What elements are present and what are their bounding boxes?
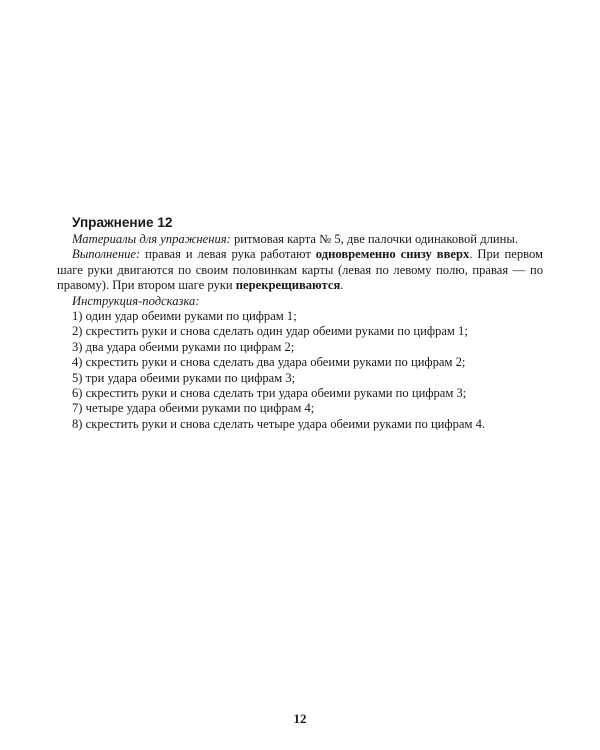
instruction-steps-list bbox=[57, 309, 543, 432]
instruction-step: 5) три удара обеими руками по цифрам 3; bbox=[72, 370, 296, 385]
exercise-section bbox=[57, 214, 543, 432]
materials-text: ритмовая карта № 5, две палочки одинаковой длины. bbox=[230, 232, 518, 246]
instruction-step: 1) один удар обеими руками по цифрам 1; bbox=[72, 309, 297, 324]
materials-label: Материалы для упражнения: bbox=[72, 232, 231, 246]
exercise-title: Упражнение 12 bbox=[72, 215, 173, 230]
instruction-step: 8) скрестить руки и снова сделать четыре удара обеими руками по цифрам 4. bbox=[72, 416, 486, 431]
execution-text-before: правая и левая рука работают bbox=[140, 247, 316, 262]
materials-paragraph bbox=[57, 232, 543, 247]
execution-bold-cross: перекрещиваются bbox=[235, 278, 341, 293]
instruction-step: 2) скрестить руки и снова сделать один удар обеими руками по цифрам 1; bbox=[72, 324, 468, 339]
execution-paragraph bbox=[57, 247, 543, 293]
execution-text-after: . bbox=[340, 278, 344, 293]
instruction-step: 7) четыре удара обеими руками по цифрам 4; bbox=[72, 401, 315, 416]
execution-text-middle: . При первом шаге руки двигаются по своим половинкам карты (левая по левому полю, правая — по правому). При втором шаге руки bbox=[57, 247, 544, 293]
instruction-label: Инструкция-подсказка: bbox=[72, 293, 200, 308]
instruction-step: 4) скрестить руки и снова сделать два удара обеими руками по цифрам 2; bbox=[72, 355, 466, 370]
execution-label: Выполнение: bbox=[72, 247, 141, 262]
instruction-step: 6) скрестить руки и снова сделать три удара обеими руками по цифрам 3; bbox=[72, 386, 467, 401]
page-number: 12 bbox=[293, 711, 307, 726]
instruction-step: 3) два удара обеими руками по цифрам 2; bbox=[72, 339, 295, 354]
instruction-heading bbox=[72, 294, 543, 309]
execution-bold-direction: одновременно снизу вверх bbox=[315, 247, 470, 262]
